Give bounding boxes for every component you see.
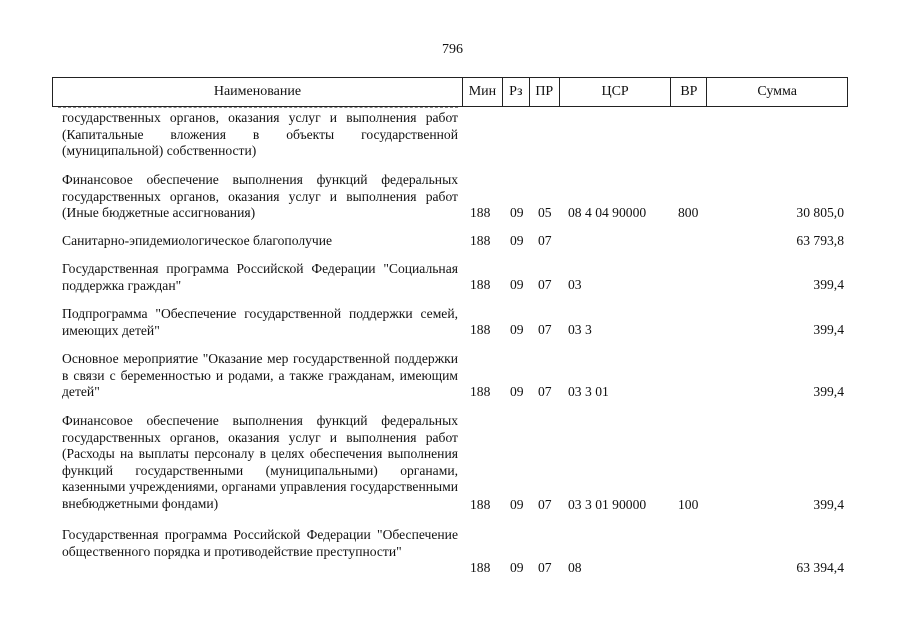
row-vr: 100 — [678, 497, 699, 512]
row-rz: 09 — [510, 322, 524, 337]
header-sum: Сумма — [706, 78, 847, 106]
row-min: 188 — [470, 384, 491, 399]
row-csr: 03 3 — [568, 322, 592, 337]
row-csr: 03 3 01 90000 — [568, 497, 647, 512]
row-sum: 399,4 — [813, 497, 844, 512]
row-pr: 07 — [538, 560, 552, 575]
row-pr: 07 — [538, 384, 552, 399]
row-rz: 09 — [510, 384, 524, 399]
row-min: 188 — [470, 205, 491, 220]
row-rz: 09 — [510, 277, 524, 292]
row-name: Финансовое обеспечение выполнения функций федеральных государственных органов, оказания услуг и выполнения работ (Иные бюджетные ассигнования) — [62, 172, 458, 220]
row-pr: 05 — [538, 205, 552, 220]
page-number: 796 — [442, 42, 463, 57]
row-csr: 03 — [568, 277, 582, 292]
row-min: 188 — [470, 497, 491, 512]
header-pr: ПР — [529, 78, 559, 106]
row-pr: 07 — [538, 233, 552, 248]
header-min: Мин — [462, 78, 502, 106]
row-name: государственных органов, оказания услуг и выполнения работ (Капитальные вложения в объекты государственной (муниципальной) собственности) — [62, 110, 458, 158]
row-rz: 09 — [510, 233, 524, 248]
row-pr: 07 — [538, 277, 552, 292]
row-rz: 09 — [510, 205, 524, 220]
row-vr: 800 — [678, 205, 699, 220]
row-csr: 08 — [568, 560, 582, 575]
row-csr: 03 3 01 — [568, 384, 609, 399]
row-csr: 08 4 04 90000 — [568, 205, 647, 220]
row-sum: 63 793,8 — [796, 233, 844, 248]
row-min: 188 — [470, 322, 491, 337]
row-name: Подпрограмма "Обеспечение государственной поддержки семей, имеющих детей" — [62, 306, 458, 338]
row-pr: 07 — [538, 497, 552, 512]
row-rz: 09 — [510, 497, 524, 512]
header-rz: Рз — [502, 78, 529, 106]
row-sum: 30 805,0 — [796, 205, 844, 220]
row-rz: 09 — [510, 560, 524, 575]
header-csr: ЦСР — [559, 78, 671, 106]
row-min: 188 — [470, 277, 491, 292]
row-pr: 07 — [538, 322, 552, 337]
row-name: Основное мероприятие "Оказание мер государственной поддержки в связи с беременностью и родами, а также гражданам, имеющим детей" — [62, 351, 458, 399]
row-min: 188 — [470, 560, 491, 575]
row-sum: 399,4 — [813, 384, 844, 399]
table-header — [52, 77, 848, 107]
row-sum: 399,4 — [813, 277, 844, 292]
row-name: Санитарно-эпидемиологическое благополучие — [62, 233, 333, 248]
header-vr: ВР — [670, 78, 706, 106]
row-name: Государственная программа Российской Федерации "Обеспечение общественного порядка и противодействие преступности" — [62, 527, 458, 559]
row-sum: 63 394,4 — [796, 560, 844, 575]
row-sum: 399,4 — [813, 322, 844, 337]
row-min: 188 — [470, 233, 491, 248]
header-name: Наименование — [213, 84, 302, 99]
row-name: Государственная программа Российской Федерации "Социальная поддержка граждан" — [62, 261, 458, 293]
row-name: Финансовое обеспечение выполнения функций федеральных государственных органов, оказания услуг и выполнения работ (Расходы на выплаты персоналу в целях обеспечения выполнения функций государственными (муниципальными) органами, казенными учреждениями, органами управления государственными внебюджетными фондами) — [62, 413, 458, 511]
